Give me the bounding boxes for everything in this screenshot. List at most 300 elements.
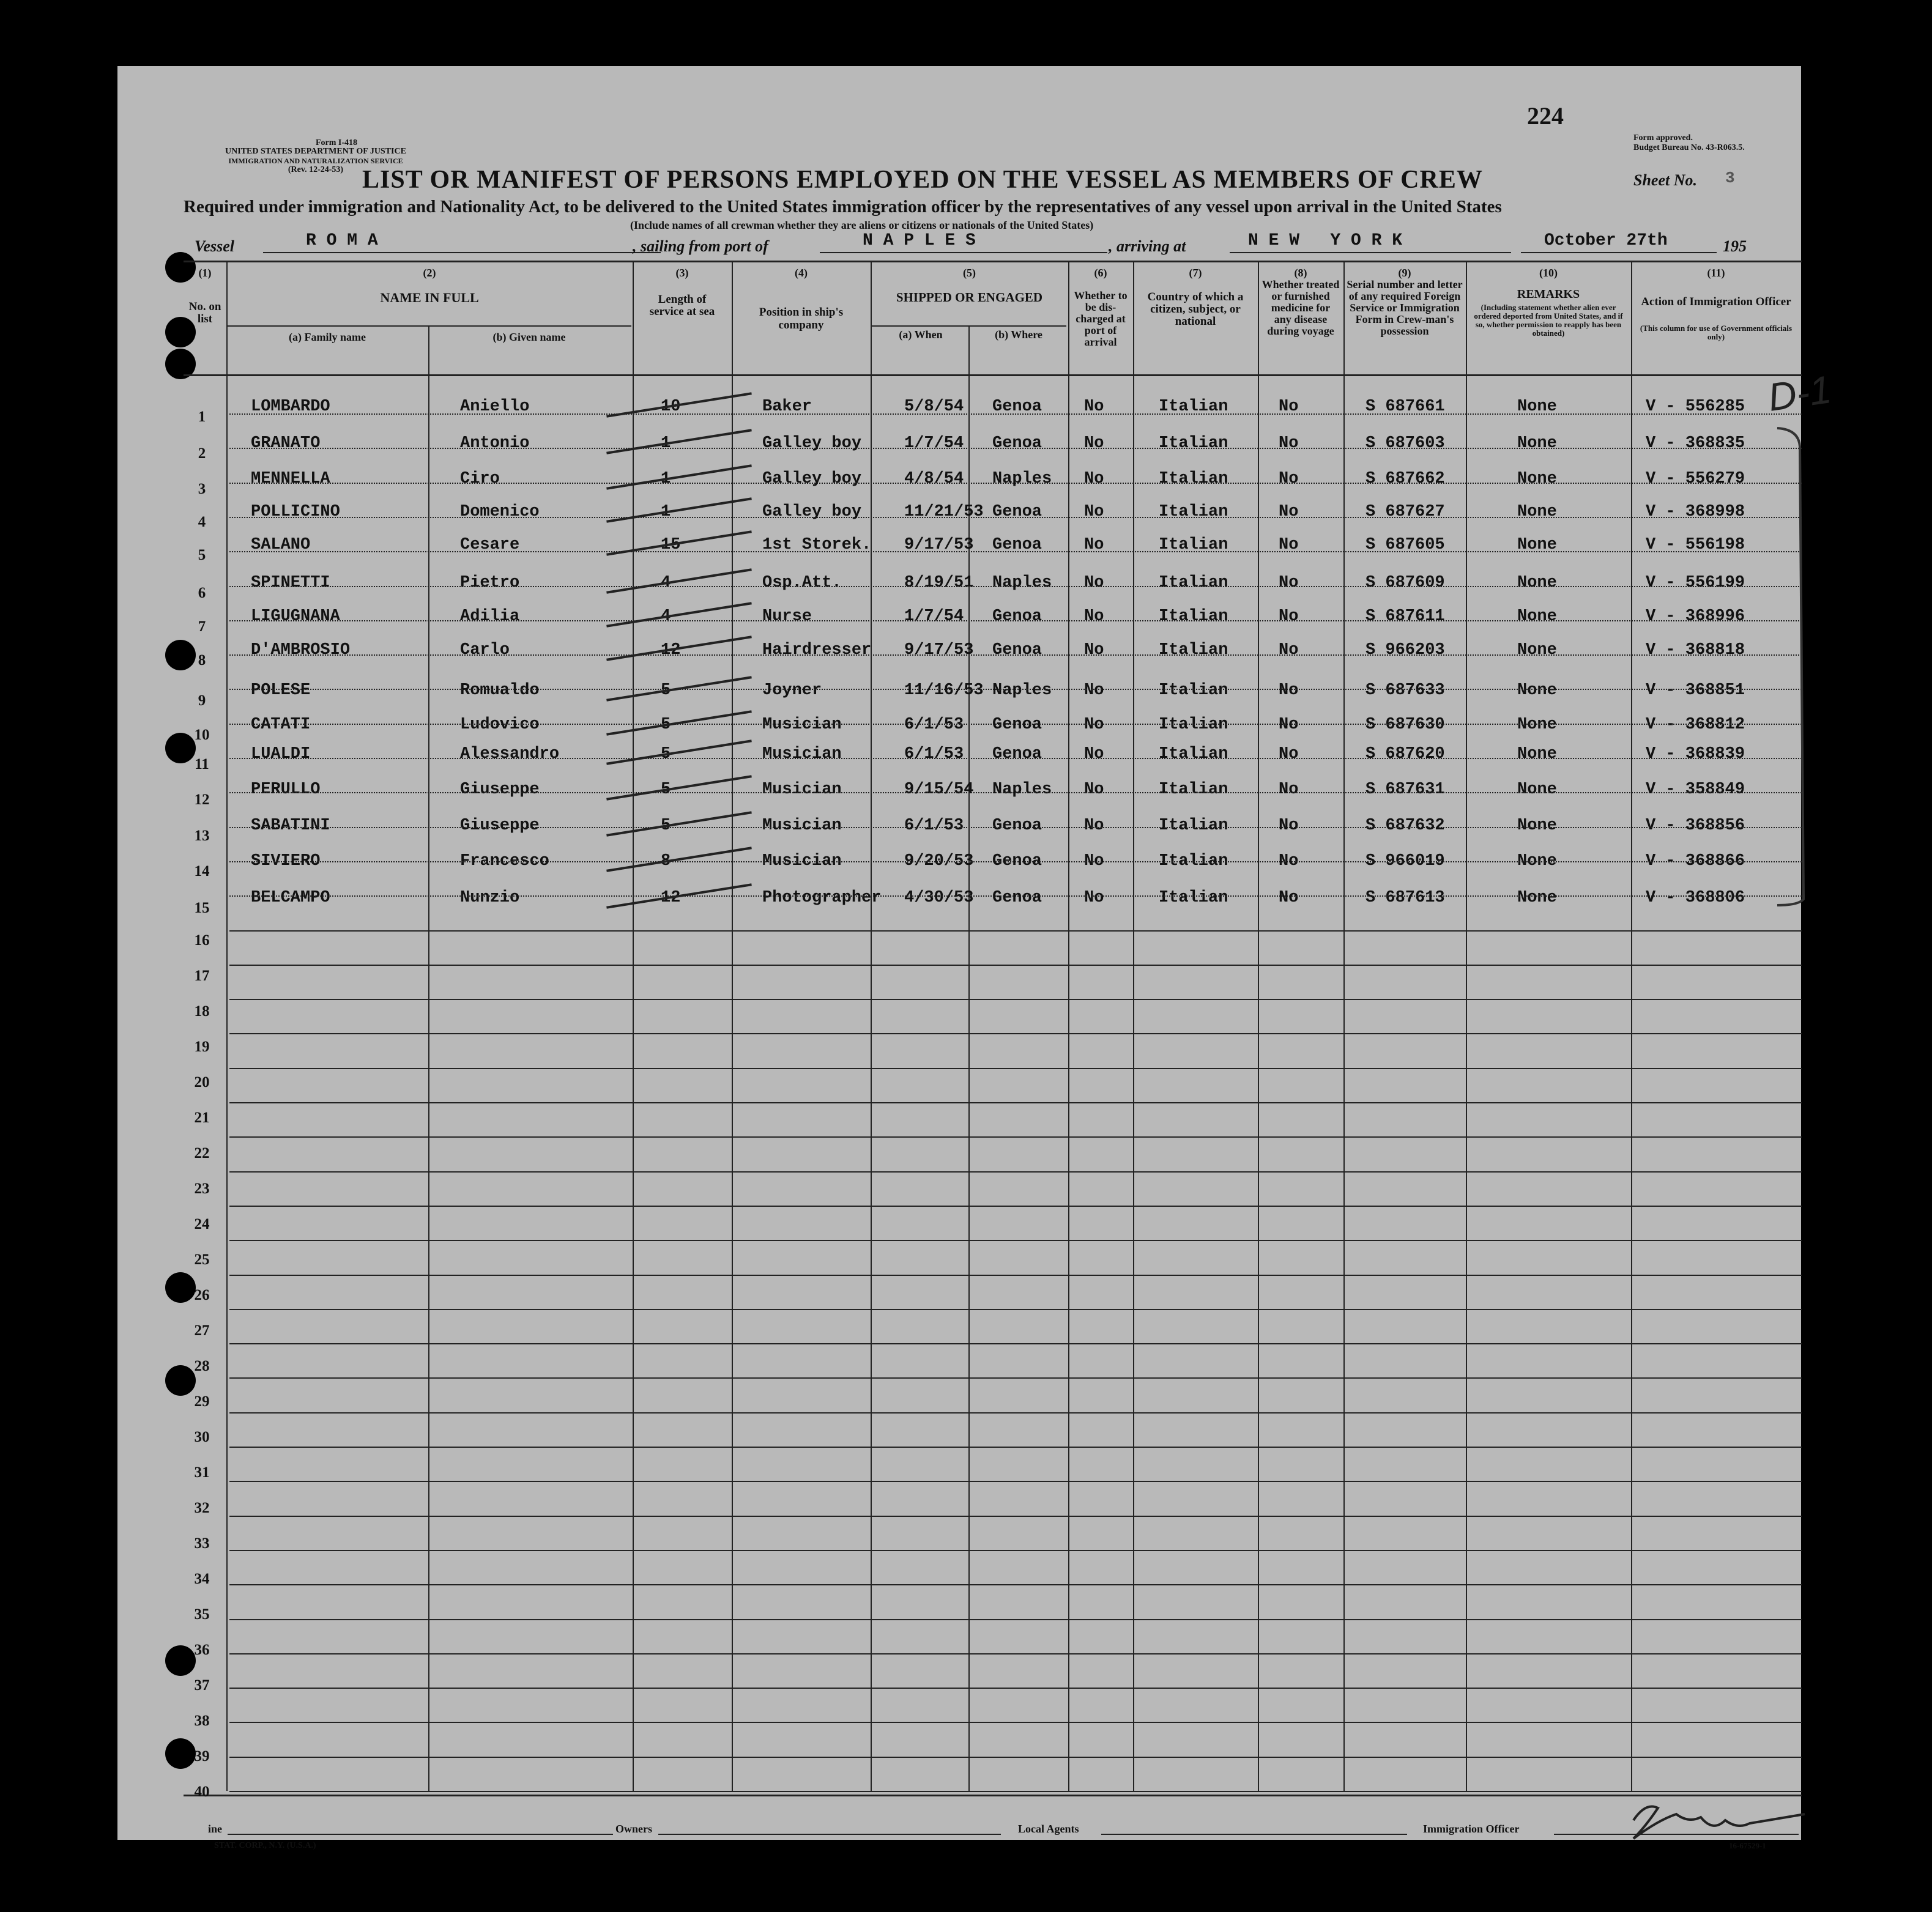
cell-where: Naples xyxy=(992,574,1052,592)
cell-discharged: No xyxy=(1084,398,1104,416)
row-number: 23 xyxy=(194,1180,210,1197)
cell-remarks: None xyxy=(1517,817,1557,835)
row-rule xyxy=(229,1619,1802,1620)
cell-treated: No xyxy=(1279,817,1299,835)
row-number: 34 xyxy=(194,1571,210,1587)
cell-discharged: No xyxy=(1084,607,1104,626)
cell-action: V - 368812 xyxy=(1646,716,1745,734)
cell-given: Cesare xyxy=(460,536,520,554)
row-number: 8 xyxy=(198,652,206,669)
cell-service: 15 xyxy=(661,536,681,554)
row-number: 39 xyxy=(194,1748,210,1765)
row-rule xyxy=(229,1516,1802,1517)
crew-table xyxy=(184,261,1802,1796)
row-number: 15 xyxy=(194,900,210,916)
arriving-label: , arriving at xyxy=(1109,237,1186,255)
row-rule xyxy=(229,1343,1802,1344)
cell-serial: S 687603 xyxy=(1365,434,1445,453)
arrival-year: 195 xyxy=(1723,237,1747,255)
cell-treated: No xyxy=(1279,398,1299,416)
col10-note: (Including statement whether alien ever ordered deported from United States, and if so, whether permission to reapply has been obtained) xyxy=(1474,303,1623,338)
row-number: 26 xyxy=(194,1287,210,1303)
arriving-value: N E W Y O R K xyxy=(1248,231,1403,250)
cell-position: Photographer xyxy=(762,889,882,907)
port-label: , sailing from port of xyxy=(633,237,768,255)
cell-treated: No xyxy=(1279,745,1299,763)
cell-when: 11/16/53 xyxy=(904,681,984,700)
row-number: 18 xyxy=(194,1003,210,1020)
col5a-header: (a) When xyxy=(899,328,943,341)
cell-service: 1 xyxy=(661,434,671,453)
cell-country: Italian xyxy=(1159,817,1228,835)
header-bottom-rule xyxy=(184,374,1802,376)
cell-when: 4/30/53 xyxy=(904,889,974,907)
cell-given: Nunzio xyxy=(460,889,520,907)
cell-given: Aniello xyxy=(460,398,530,416)
row-rule xyxy=(229,1275,1802,1276)
cell-remarks: None xyxy=(1517,536,1557,554)
handwritten-annotation: D-1 xyxy=(1765,367,1834,420)
form-number: Form I-418 xyxy=(315,138,358,147)
cell-country: Italian xyxy=(1159,780,1228,799)
row-number: 19 xyxy=(194,1039,210,1055)
cell-service: 5 xyxy=(661,681,671,700)
row-rule xyxy=(229,586,1802,587)
cell-given: Giuseppe xyxy=(460,817,540,835)
row-rule xyxy=(229,1171,1802,1173)
row-number: 5 xyxy=(198,547,206,563)
col5-number: (5) xyxy=(963,267,976,279)
department-name: UNITED STATES DEPARTMENT OF JUSTICE xyxy=(225,147,406,156)
cell-service: 5 xyxy=(661,780,671,799)
col-divider xyxy=(1258,262,1259,1791)
cell-discharged: No xyxy=(1084,780,1104,799)
form-code: 16-67529-1 xyxy=(1729,1841,1766,1850)
col-divider xyxy=(1133,262,1134,1791)
cell-when: 6/1/53 xyxy=(904,716,964,734)
cell-when: 11/21/53 xyxy=(904,503,984,521)
row-rule xyxy=(229,1584,1802,1585)
col-divider xyxy=(871,262,872,1791)
cell-position: Baker xyxy=(762,398,812,416)
cell-country: Italian xyxy=(1159,889,1228,907)
cell-service: 10 xyxy=(661,398,681,416)
cell-position: Galley boy xyxy=(762,503,862,521)
cell-family: GRANATO xyxy=(251,434,321,453)
row-number: 36 xyxy=(194,1642,210,1658)
row-number: 29 xyxy=(194,1393,210,1410)
col9-number: (9) xyxy=(1398,267,1411,279)
row-number: 2 xyxy=(198,445,206,462)
cell-where: Genoa xyxy=(992,434,1042,453)
arrival-date: October 27th xyxy=(1544,231,1668,250)
footer-agents-rule xyxy=(1101,1834,1407,1835)
col11-note: (This column for use of Government officials only) xyxy=(1640,324,1793,341)
row-rule xyxy=(229,1688,1802,1689)
cell-action: V - 368839 xyxy=(1646,745,1745,763)
cell-when: 9/15/54 xyxy=(904,780,974,799)
col-divider xyxy=(1068,262,1069,1791)
cell-action: V - 368818 xyxy=(1646,641,1745,659)
row-number: 14 xyxy=(194,863,210,880)
cell-where: Genoa xyxy=(992,852,1042,870)
cell-service: 4 xyxy=(661,574,671,592)
cell-family: POLLICINO xyxy=(251,503,340,521)
cell-country: Italian xyxy=(1159,607,1228,626)
cell-treated: No xyxy=(1279,607,1299,626)
cell-action: V - 368998 xyxy=(1646,503,1745,521)
cell-discharged: No xyxy=(1084,852,1104,870)
cell-remarks: None xyxy=(1517,574,1557,592)
row-rule xyxy=(229,1791,1802,1792)
col5-header: SHIPPED OR ENGAGED xyxy=(896,290,1043,305)
cell-position: Nurse xyxy=(762,607,812,626)
cell-service: 5 xyxy=(661,716,671,734)
cell-given: Alessandro xyxy=(460,745,560,763)
cell-where: Naples xyxy=(992,470,1052,488)
row-rule xyxy=(229,1309,1802,1310)
col-divider xyxy=(1343,262,1345,1791)
cell-service: 12 xyxy=(661,641,681,659)
cell-where: Genoa xyxy=(992,398,1042,416)
col-divider xyxy=(732,262,733,1791)
col3-number: (3) xyxy=(675,267,689,279)
cell-treated: No xyxy=(1279,434,1299,453)
row-rule xyxy=(229,1033,1802,1034)
cell-given: Adilia xyxy=(460,607,520,626)
cell-family: LOMBARDO xyxy=(251,398,330,416)
row-number: 27 xyxy=(194,1322,210,1339)
cell-country: Italian xyxy=(1159,681,1228,700)
cell-action: V - 556199 xyxy=(1646,574,1745,592)
cell-remarks: None xyxy=(1517,716,1557,734)
col4-header: Position in ship's company xyxy=(759,306,844,332)
cell-given: Ludovico xyxy=(460,716,540,734)
row-number: 28 xyxy=(194,1358,210,1374)
col6-header: Whether to be dis-charged at port of arrival xyxy=(1074,289,1128,348)
row-rule xyxy=(229,654,1802,656)
col10-number: (10) xyxy=(1539,267,1558,279)
cell-country: Italian xyxy=(1159,503,1228,521)
cell-action: V - 368851 xyxy=(1646,681,1745,700)
cell-discharged: No xyxy=(1084,716,1104,734)
cell-action: V - 556279 xyxy=(1646,470,1745,488)
cell-discharged: No xyxy=(1084,681,1104,700)
cell-family: D'AMBROSIO xyxy=(251,641,351,659)
cell-where: Genoa xyxy=(992,745,1042,763)
row-rule xyxy=(229,1377,1802,1379)
cell-given: Antonio xyxy=(460,434,530,453)
cell-country: Italian xyxy=(1159,574,1228,592)
cell-country: Italian xyxy=(1159,641,1228,659)
cell-serial: S 687661 xyxy=(1365,398,1445,416)
cell-remarks: None xyxy=(1517,434,1557,453)
col7-number: (7) xyxy=(1189,267,1202,279)
row-rule xyxy=(229,1757,1802,1758)
row-rule xyxy=(229,1136,1802,1138)
cell-service: 5 xyxy=(661,817,671,835)
row-rule xyxy=(229,1240,1802,1241)
row-rule xyxy=(229,1653,1802,1654)
cell-treated: No xyxy=(1279,470,1299,488)
cell-position: Musician xyxy=(762,745,842,763)
budget-bureau: Budget Bureau No. 43-R063.5. xyxy=(1633,143,1745,152)
cell-when: 9/17/53 xyxy=(904,536,974,554)
cell-serial: S 687611 xyxy=(1365,607,1445,626)
cell-country: Italian xyxy=(1159,852,1228,870)
cell-where: Naples xyxy=(992,681,1052,700)
cell-position: Hairdresser xyxy=(762,641,872,659)
cell-treated: No xyxy=(1279,536,1299,554)
cell-position: Galley boy xyxy=(762,470,862,488)
cell-remarks: None xyxy=(1517,641,1557,659)
col-divider xyxy=(633,262,634,1791)
cell-service: 4 xyxy=(661,607,671,626)
cell-where: Genoa xyxy=(992,503,1042,521)
cell-service: 1 xyxy=(661,470,671,488)
cell-discharged: No xyxy=(1084,434,1104,453)
cell-given: Carlo xyxy=(460,641,510,659)
col4-number: (4) xyxy=(795,267,808,279)
row-number: 4 xyxy=(198,514,206,530)
cell-given: Romualdo xyxy=(460,681,540,700)
cell-discharged: No xyxy=(1084,889,1104,907)
row-rule xyxy=(229,827,1802,828)
cell-discharged: No xyxy=(1084,503,1104,521)
footer-line-rule xyxy=(228,1834,613,1835)
row-number: 20 xyxy=(194,1074,210,1091)
col8-header: Whether treated or furnished medicine for any disease during voyage xyxy=(1261,278,1340,337)
row-number: 11 xyxy=(195,756,209,773)
cell-where: Genoa xyxy=(992,716,1042,734)
row-rule xyxy=(229,1550,1802,1551)
page-number: 224 xyxy=(1527,102,1564,130)
cell-serial: S 687630 xyxy=(1365,716,1445,734)
row-number: 38 xyxy=(194,1713,210,1729)
cell-discharged: No xyxy=(1084,470,1104,488)
row-rule xyxy=(229,620,1802,621)
officer-signature xyxy=(1621,1796,1823,1845)
cell-family: CATATI xyxy=(251,716,311,734)
cell-when: 1/7/54 xyxy=(904,607,964,626)
cell-position: Musician xyxy=(762,817,842,835)
date-underline xyxy=(1521,252,1717,253)
cell-country: Italian xyxy=(1159,745,1228,763)
row-number: 6 xyxy=(198,585,206,601)
cell-when: 9/17/53 xyxy=(904,641,974,659)
cell-service: 12 xyxy=(661,889,681,907)
row-rule xyxy=(229,517,1802,518)
col3-header: Length of service at sea xyxy=(649,293,715,318)
cell-remarks: None xyxy=(1517,503,1557,521)
col11-number: (11) xyxy=(1707,267,1725,279)
cell-action: V - 556285 xyxy=(1646,398,1745,416)
cell-country: Italian xyxy=(1159,434,1228,453)
cell-given: Giuseppe xyxy=(460,780,540,799)
row-rule xyxy=(229,1102,1802,1103)
cell-when: 6/1/53 xyxy=(904,817,964,835)
vessel-underline xyxy=(263,252,661,253)
form-note: (Include names of all crewman whether they are aliens or citizens or nationals of the United States) xyxy=(630,219,1094,231)
col2b-header: (b) Given name xyxy=(492,331,566,343)
row-number: 1 xyxy=(198,409,206,425)
footer-officer-label: Immigration Officer xyxy=(1423,1823,1520,1835)
cell-family: SPINETTI xyxy=(251,574,330,592)
cell-family: SALANO xyxy=(251,536,311,554)
port-underline xyxy=(820,252,1107,253)
col1-number: (1) xyxy=(198,267,212,279)
cell-discharged: No xyxy=(1084,641,1104,659)
cell-given: Pietro xyxy=(460,574,520,592)
cell-position: Joyner xyxy=(762,681,822,700)
footer-agents-label: Local Agents xyxy=(1018,1823,1079,1835)
cell-discharged: No xyxy=(1084,536,1104,554)
cell-when: 5/8/54 xyxy=(904,398,964,416)
cell-treated: No xyxy=(1279,889,1299,907)
arriving-underline xyxy=(1230,252,1511,253)
col6-number: (6) xyxy=(1094,267,1107,279)
cell-treated: No xyxy=(1279,574,1299,592)
cell-serial: S 966203 xyxy=(1365,641,1445,659)
col1-header: No. on list xyxy=(188,300,221,325)
row-rule xyxy=(229,930,1802,932)
col-divider xyxy=(1466,262,1467,1791)
row-rule xyxy=(229,758,1802,759)
cell-remarks: None xyxy=(1517,681,1557,700)
row-number: 25 xyxy=(194,1251,210,1268)
cell-where: Genoa xyxy=(992,536,1042,554)
col2a-header: (a) Family name xyxy=(289,331,366,343)
footer-line-label: ine xyxy=(208,1823,223,1835)
row-rule xyxy=(229,448,1802,449)
cell-family: LUALDI xyxy=(251,745,311,763)
row-number: 40 xyxy=(194,1784,210,1800)
cell-discharged: No xyxy=(1084,817,1104,835)
cell-family: LIGUGNANA xyxy=(251,607,340,626)
cell-remarks: None xyxy=(1517,745,1557,763)
cell-country: Italian xyxy=(1159,398,1228,416)
row-rule xyxy=(229,413,1802,415)
row-rule xyxy=(229,965,1802,966)
col8-number: (8) xyxy=(1294,267,1307,279)
row-number: 16 xyxy=(194,932,210,949)
row-rule xyxy=(229,689,1802,690)
cell-action: V - 368996 xyxy=(1646,607,1745,626)
row-rule xyxy=(229,1722,1802,1723)
cell-position: Osp.Att. xyxy=(762,574,842,592)
row-number: 35 xyxy=(194,1606,210,1623)
cell-serial: S 687620 xyxy=(1365,745,1445,763)
service-name: IMMIGRATION AND NATURALIZATION SERVICE xyxy=(228,157,403,165)
col11-header: Action of Immigration Officer xyxy=(1641,295,1791,308)
cell-serial: S 687613 xyxy=(1365,889,1445,907)
row-rule xyxy=(229,724,1802,725)
row-number: 24 xyxy=(194,1216,210,1232)
cell-serial: S 687632 xyxy=(1365,817,1445,835)
cell-country: Italian xyxy=(1159,536,1228,554)
printer-line: STAT. CORP., N.Y. (U.S.A.) xyxy=(214,1841,316,1850)
row-number: 13 xyxy=(194,828,210,844)
port-value: N A P L E S xyxy=(863,231,976,250)
cell-discharged: No xyxy=(1084,574,1104,592)
cell-when: 4/8/54 xyxy=(904,470,964,488)
cell-where: Genoa xyxy=(992,889,1042,907)
cell-serial: S 687605 xyxy=(1365,536,1445,554)
row-rule xyxy=(229,999,1802,1000)
cell-given: Ciro xyxy=(460,470,500,488)
cell-treated: No xyxy=(1279,780,1299,799)
row-rule xyxy=(229,1412,1802,1414)
cell-action: V - 368835 xyxy=(1646,434,1745,453)
cell-position: 1st Storek. xyxy=(762,536,872,554)
col9-header: Serial number and letter of any required Foreign Service or Immigration Form in Crew-man's possession xyxy=(1347,278,1463,337)
cell-where: Naples xyxy=(992,780,1052,799)
cell-family: MENNELLA xyxy=(251,470,330,488)
cell-remarks: None xyxy=(1517,889,1557,907)
cell-when: 8/19/51 xyxy=(904,574,974,592)
row-rule xyxy=(229,1068,1802,1069)
col-divider xyxy=(1631,262,1632,1791)
cell-given: Francesco xyxy=(460,852,549,870)
row-number: 37 xyxy=(194,1677,210,1694)
cell-when: 9/20/53 xyxy=(904,852,974,870)
cell-family: PERULLO xyxy=(251,780,321,799)
row-number: 33 xyxy=(194,1535,210,1552)
row-number: 9 xyxy=(198,692,206,709)
row-rule xyxy=(229,792,1802,793)
col10-header: REMARKS xyxy=(1517,287,1580,301)
cell-where: Genoa xyxy=(992,817,1042,835)
annotation-bracket xyxy=(1774,422,1811,911)
row-number: 32 xyxy=(194,1500,210,1516)
col7-header: Country of which a citizen, subject, or national xyxy=(1147,291,1244,328)
cell-serial: S 687662 xyxy=(1365,470,1445,488)
row-number: 3 xyxy=(198,481,206,497)
cell-service: 8 xyxy=(661,852,671,870)
cell-given: Domenico xyxy=(460,503,540,521)
cell-treated: No xyxy=(1279,681,1299,700)
cell-treated: No xyxy=(1279,503,1299,521)
cell-treated: No xyxy=(1279,852,1299,870)
cell-when: 6/1/53 xyxy=(904,745,964,763)
sheet-label: Sheet No. xyxy=(1633,171,1697,189)
cell-serial: S 687627 xyxy=(1365,503,1445,521)
footer-owners-rule xyxy=(658,1834,1001,1835)
row-rule xyxy=(229,1447,1802,1448)
cell-action: V - 556198 xyxy=(1646,536,1745,554)
cell-serial: S 687633 xyxy=(1365,681,1445,700)
cell-when: 1/7/54 xyxy=(904,434,964,453)
cell-discharged: No xyxy=(1084,745,1104,763)
cell-family: SABATINI xyxy=(251,817,330,835)
cell-treated: No xyxy=(1279,641,1299,659)
cell-remarks: None xyxy=(1517,607,1557,626)
cell-country: Italian xyxy=(1159,470,1228,488)
cell-position: Musician xyxy=(762,852,842,870)
cell-country: Italian xyxy=(1159,716,1228,734)
row-rule xyxy=(229,551,1802,552)
cell-remarks: None xyxy=(1517,780,1557,799)
row-number: 12 xyxy=(194,791,210,808)
cell-family: SIVIERO xyxy=(251,852,321,870)
row-rule xyxy=(229,483,1802,484)
cell-remarks: None xyxy=(1517,398,1557,416)
cell-service: 1 xyxy=(661,503,671,521)
footer-owners-label: Owners xyxy=(615,1823,652,1835)
form-subtitle: Required under immigration and Nationality Act, to be delivered to the United States immigration officer by the representatives of any vessel upon arrival in the United States xyxy=(184,197,1502,217)
cell-where: Genoa xyxy=(992,607,1042,626)
row-number: 21 xyxy=(194,1110,210,1126)
